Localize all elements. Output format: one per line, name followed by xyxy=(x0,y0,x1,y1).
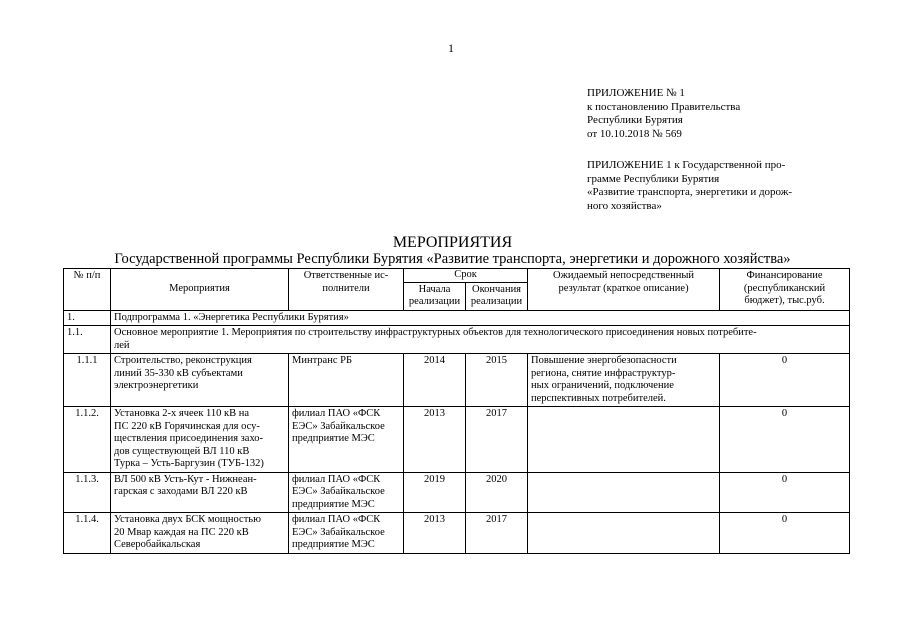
main-measure-num: 1.1. xyxy=(64,326,111,354)
row-start: 2014 xyxy=(404,354,466,407)
subprogram-num: 1. xyxy=(64,310,111,326)
row-measure: ВЛ 500 кВ Усть-Кут - Нижнеан- гарская с заходами ВЛ 220 кВ xyxy=(111,472,289,513)
row-financing: 0 xyxy=(720,354,850,407)
appendix-1-line: от 10.10.2018 № 569 xyxy=(587,127,682,140)
row-start: 2013 xyxy=(404,513,466,554)
row-financing: 0 xyxy=(720,513,850,554)
row-responsible: филиал ПАО «ФСК ЕЭС» Забайкальское предприятие МЭС xyxy=(289,513,404,554)
row-end: 2017 xyxy=(466,407,528,473)
row-num: 1.1.2. xyxy=(64,407,111,473)
row-start: 2013 xyxy=(404,407,466,473)
header-end: Окончания реализации xyxy=(466,282,528,310)
row-num: 1.1.3. xyxy=(64,472,111,513)
header-result: Ожидаемый непосредственный результат (краткое описание) xyxy=(528,269,720,311)
row-result xyxy=(528,472,720,513)
row-measure: Установка 2-х ячеек 110 кВ на ПС 220 кВ Горячинская для осу- ществления присоединения захо- дов существующей ВЛ 110 кВ Турка – Усть-Баргузин (ТУБ-132) xyxy=(111,407,289,473)
subprogram-title: Подпрограмма 1. «Энергетика Республики Бурятия» xyxy=(111,310,850,326)
row-measure: Строительство, реконструкция линий 35-330 кВ субъектами электроэнергетики xyxy=(111,354,289,407)
page-number: 1 xyxy=(448,41,454,55)
row-end: 2015 xyxy=(466,354,528,407)
row-end: 2017 xyxy=(466,513,528,554)
appendix-1-block xyxy=(587,87,740,141)
row-result: Повышение энергобезопасности региона, снятие инфраструктур- ных ограничений, подключение перспективных потребителей. xyxy=(528,354,720,407)
header-start: Начала реализации xyxy=(404,282,466,310)
row-financing: 0 xyxy=(720,407,850,473)
appendix-1-line: ПРИЛОЖЕНИЕ № 1 xyxy=(587,87,685,99)
subprogram-row xyxy=(64,310,850,326)
appendix-2-line: грамме Республики Бурятия xyxy=(587,172,720,185)
header-term: Срок xyxy=(404,269,528,283)
header-responsible: Ответственные ис- полнители xyxy=(289,269,404,311)
table-row xyxy=(64,513,850,554)
row-end: 2020 xyxy=(466,472,528,513)
main-measure-title: Основное мероприятие 1. Мероприятия по строительству инфраструктурных объектов для технологического присоединения новых потребите- лей xyxy=(111,326,850,354)
header-financing: Финансирование (республиканский бюджет), тыс.руб. xyxy=(720,269,850,311)
table-header-row xyxy=(64,269,850,283)
row-measure: Установка двух БСК мощностью 20 Мвар каждая на ПС 220 кВ Северобайкальская xyxy=(111,513,289,554)
header-measures: Мероприятия xyxy=(111,269,289,311)
row-result xyxy=(528,513,720,554)
row-financing: 0 xyxy=(720,472,850,513)
appendix-1-line: к постановлению Правительства xyxy=(587,100,741,113)
header-num: № п/п xyxy=(64,269,111,311)
appendix-2-line: «Развитие транспорта, энергетики и дорож- xyxy=(587,186,793,198)
document-subtitle: Государственной программы Республики Бурятия «Развитие транспорта, энергетики и дорожного хозяйства» xyxy=(114,251,791,267)
table-row xyxy=(64,354,850,407)
row-responsible: филиал ПАО «ФСК ЕЭС» Забайкальское предприятие МЭС xyxy=(289,407,404,473)
main-measure-row xyxy=(64,326,850,354)
measures-table xyxy=(63,268,850,554)
row-responsible: Минтранс РБ xyxy=(289,354,404,407)
document-title: МЕРОПРИЯТИЯ xyxy=(392,234,513,251)
row-num: 1.1.4. xyxy=(64,513,111,554)
row-num: 1.1.1 xyxy=(64,354,111,407)
appendix-2-line: ного хозяйства» xyxy=(587,199,662,212)
row-result xyxy=(528,407,720,473)
table-row xyxy=(64,407,850,473)
appendix-2-line: ПРИЛОЖЕНИЕ 1 к Государственной про- xyxy=(587,159,786,171)
appendix-1-line: Республики Бурятия xyxy=(587,114,683,126)
row-start: 2019 xyxy=(404,472,466,513)
row-responsible: филиал ПАО «ФСК ЕЭС» Забайкальское предприятие МЭС xyxy=(289,472,404,513)
appendix-2-block xyxy=(587,159,827,213)
table-row xyxy=(64,472,850,513)
